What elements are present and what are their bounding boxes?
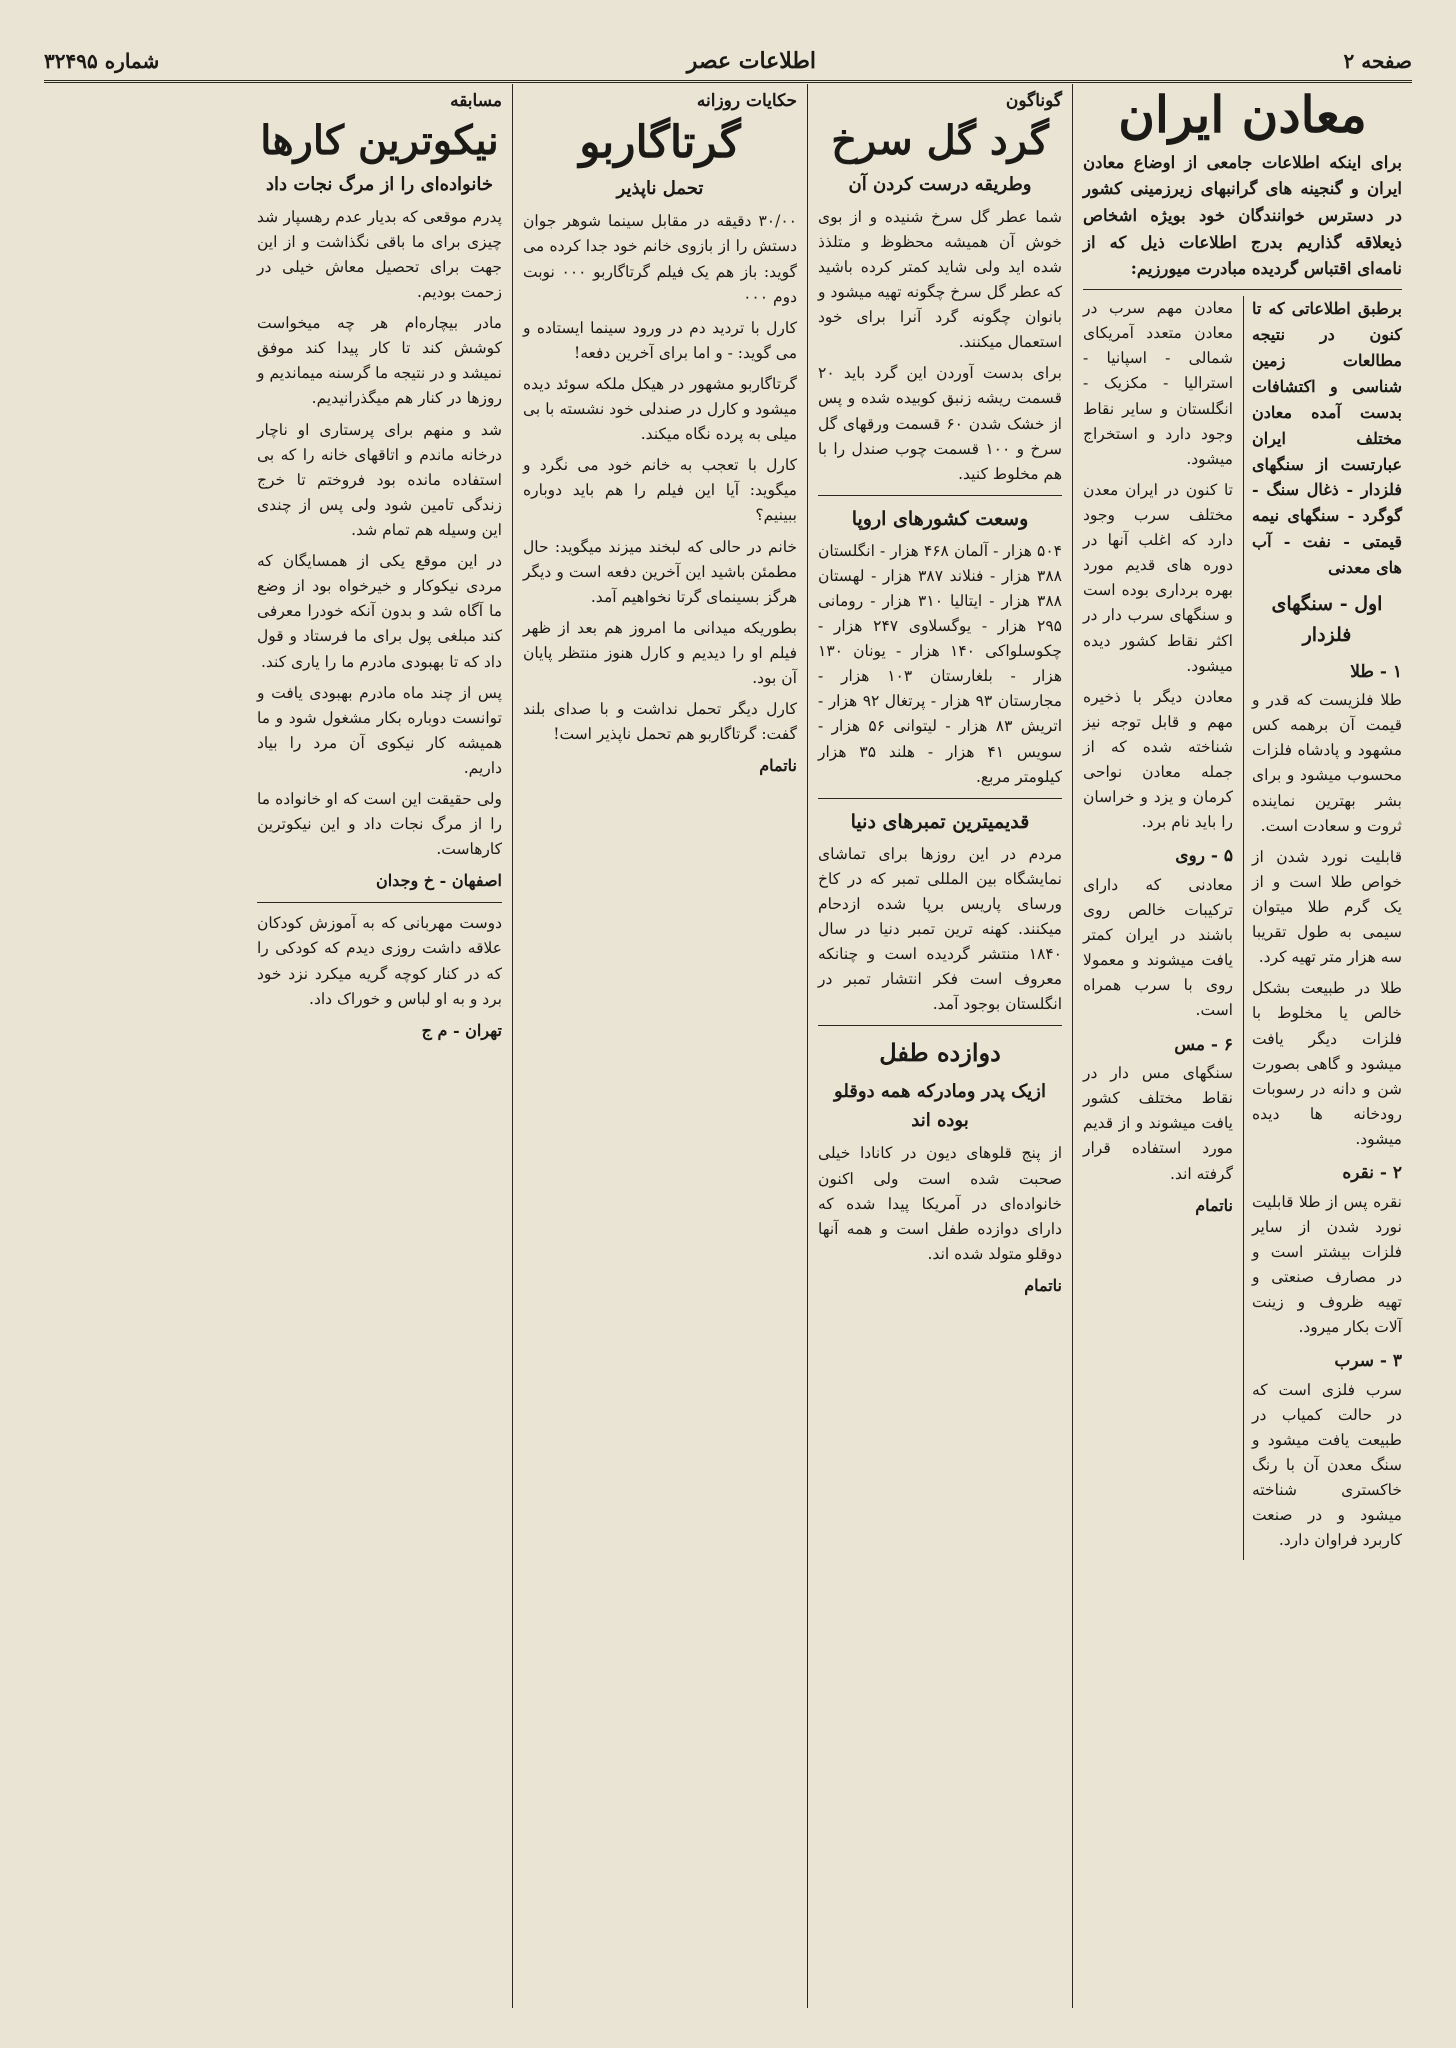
mines-intro: برای اینکه اطلاعات جامعی از اوضاع معادن ایران و گنجینه های گرانبهای زیرزمینی کشور در دسترس خوانندگان خود بوی‍ژه اشخاص ذیعلاقه گذاریم بدرج اطلاعات ذیل که از نامه‌ای اقتباس گردیده مبادرت میورزیم: — [1083, 150, 1402, 291]
article-best-deeds — [247, 84, 512, 2008]
twelve-p: از پنج قلوهای دیون در کانادا خیلی صحبت شده است ولی اکنون خانواده‌ای در آمریکا پیدا شده که دارای دوازده طفل است و همه آنها دوقلو متولد شده اند. — [818, 1144, 1062, 1263]
mines-p-silver: نقره پس از طلا قابلیت نورد شدن از سایر فلزات بیشتر است و در مصارف صنعتی و تهیه ظروف و زینت آلات بکار میرود. — [1252, 1192, 1402, 1337]
article-greta-garbo — [512, 84, 807, 2008]
stamps-heading: قدیمیترین تمبرهای دنیا — [850, 810, 1030, 833]
mines-body — [1083, 296, 1402, 1559]
garbo-p3: گرتاگاربو مشهور در هیکل ملکه سوئد دیده میشود و کارل در صندلی خود نشسته با بی میلی به پرده نگاه میکند. — [523, 374, 797, 444]
mines-body-right — [1243, 296, 1402, 1559]
mines-heading-lead: ۳ - سرب — [1334, 1351, 1402, 1372]
deeds-p4: در این موقع یکی از همسایگان که مردی نیکوکار و خیرخواه بود از وضع ما آگاه شد و بدون آنکه خودرا معرفی کند مبلغی پول برای ما فرستاد و قول داد که تا بهبودی مادرم ما را یاری کند. — [257, 552, 502, 671]
rose-kicker: گوناگون — [1005, 91, 1062, 111]
mines-p7: معادن دیگر با ذخیره مهم و قابل توجه نیز شناخته شده که از جمله معادن نواحی کرمان و یزد و خراسان را باید نام برد. — [1083, 687, 1233, 832]
mines-p6: تا کنون در ایران معدن مختلف سرب وجود دارد که اغلب آنها در دوره های قدیم مورد بهره برداری بوده است و سنگهای سرب دار در اکثر نقاط کشور دیده میشود. — [1083, 480, 1233, 675]
deeds-p1: پدرم موقعی که بدیار عدم رهسپار شد چیزی برای ما باقی نگذاشت و از این جهت برای تحصیل معاش خیلی در زحمت بودیم. — [257, 207, 502, 302]
garbo-p5: خانم در حالی که لبخند میزند میگوید: حال مطمئن باشید این آخرین دفعه است و دیگر هرگز بسینمای گرتا نخواهیم آمد. — [523, 537, 797, 606]
garbo-subtitle: تحمل ناپذیر — [616, 178, 704, 200]
rose-p2: برای بدست آوردن این گرد باید ۲۰ قسمت ریشه زنبق کوبیده شده و پس از خشک شدن ۶۰ قسمت ورقهای گل سرخ و ۱۰۰ قسمت چوب صندل را با هم مخلوط کنید. — [818, 364, 1062, 483]
masthead — [44, 48, 1412, 83]
mines-p2: طلا فلزیست که قدر و قیمت آن برهمه کس مشهود و پادشاه فلزات محسوب میشود و برای بشر بهترین نماینده ثروت و سعادت است. — [1252, 691, 1402, 835]
rose-continued: ناتمام — [1024, 1276, 1062, 1296]
mines-p-copper: سنگهای مس دار در نقاط مختلف کشور یافت میشوند و از قدیم مورد استفاده قرار گرفته اند. — [1083, 1064, 1233, 1183]
columns — [44, 84, 1412, 2008]
stamps-p: مردم در این روزها برای تماشای نمایشگاه بین المللی تمبر که در کاخ ورسای پاریس برپا شده ازدحام میکنند. کهنه ترین تمبر دنیا در سال ۱۸۴۰ منتشر گردیده است و چنانکه معروف است فکر انتشار تمبر در انگلستان بوجود آمد. — [818, 844, 1062, 1014]
mines-p5: معادن مهم سرب در معادن متعدد آمریکای شمالی - اسپانیا - استرالیا - مکزیک - انگلستان و سایر نقاط وجود دارد و استخراج میشود. — [1083, 299, 1233, 468]
twelve-subtitle: ازیک پدر ومادرکه همه دوقلو بوده اند — [834, 1081, 1046, 1132]
deeds-p3: شد و منهم برای پرستاری او ناچار درخانه ماندم و اتاقهای خانه را که بی استفاده مانده بود فروختم تا خرج زندگی تامین شود ولی پس از چندی این وسیله هم تمام شد. — [257, 420, 502, 539]
garbo-p6: بطوریکه میدانی ما امروز هم بعد از ظهر فیلم او را دیدیم و کارل هنوز منتظر پایان آن بود. — [523, 618, 797, 688]
deeds-p7: دوست مهربانی که به آموزش کودکان علاقه داشت روزی دیدم که کودکی را که در کنار کوچه گریه میکرد نزد خود برد و به او لباس و خوراک داد. — [257, 914, 502, 1008]
deeds-p5: پس از چند ماه مادرم بهبودی یافت و توانست دوباره بکار مشغول شود و ما همیشه کار نیکوی آن مرد را بیاد داریم. — [257, 683, 502, 777]
mines-p1: برطبق اطلاعاتی که تا کنون در نتیجه مطالعات زمین شناسی و اکتشافات بدست آمده معادن مختلف ایران عبارتست از سنگهای فلزدار - ذغال سنگ - گوگرد - سنگهای نیمه قیمتی - نفت - آب های معدنی — [1252, 299, 1402, 578]
europe-p: ۵۰۴ هزار - آلمان ۴۶۸ هزار - انگلستان ۳۸۸ هزار - فنلاند ۳۸۷ هزار - لهستان ۳۸۸ هزار - ایتالیا ۳۱۰ هزار - رومانی ۲۹۵ هزار - یوگسلاوی ۲۴۷ هزار - چکوسلواکی ۱۴۰ هزار - یونان ۱۳۰ هزار - بلغارستان ۱۰۳ هزار - مجارستان ۹۳ هزار - پرتغال ۹۲ هزار - اتریش ۸۳ هزار - لیتوانی ۵۶ هزار - سویس ۴۱ هزار - هلند ۳۵ هزار کیلومتر مربع. — [818, 541, 1063, 786]
rose-title: گرد گل سرخ — [831, 116, 1049, 164]
article-mines — [1072, 84, 1412, 2008]
garbo-p1: ۳۰/۰۰ دقیقه در مقابل سینما شوهر جوان دستش را از بازوی خانم خود جدا کرده می گوید: باز هم یک فیلم گرتاگاربو ۰۰۰ نوبت دوم ۰۰۰ — [523, 212, 797, 306]
garbo-title: گرتاگاربو — [579, 116, 741, 168]
deeds-signature-2: تهران - م ج — [421, 1020, 502, 1040]
mines-continued: ناتمام — [1195, 1195, 1233, 1215]
rose-p1: شما عطر گل سرخ شنیده و از بوی خوش آن همیشه محظوظ و متلذذ شده اید ولی شاید کمتر کرده باشید که عطر گل سرخ چگونه تهیه میشود و بانوان چگونه گرد آنرا برای خود استعمال میکنند. — [818, 207, 1062, 352]
garbo-kicker: حکایات روزانه — [696, 91, 797, 111]
mines-p3: قابلیت نورد شدن از خواص طلا است و از یک گرم طلا میتوان سیمی به طول تقریبا سه هزار متر تهیه کرد. — [1252, 847, 1402, 967]
deeds-signature-1: اصفهان - خ وجدان — [375, 871, 502, 891]
mines-p4: طلا در طبیعت بشکل خالص یا مخلوط با فلزات دیگر یافت میشود و گاهی بصورت شن و دانه در رسوبات رودخانه ها دیده میشود. — [1252, 979, 1402, 1148]
deeds-title: نیکوترین کارها — [260, 116, 499, 164]
europe-heading: وسعت کشورهای اروپا — [851, 507, 1029, 530]
divider — [818, 1025, 1062, 1026]
deeds-kicker: مسابقه — [450, 91, 502, 111]
divider — [257, 902, 502, 903]
rose-subtitle: وطریقه درست کردن آن — [848, 173, 1032, 195]
divider — [818, 798, 1062, 799]
mines-heading-metals: اول - سنگهای فلزدار — [1271, 593, 1383, 646]
mines-heading-copper: ۶ - مس — [1174, 1034, 1233, 1055]
garbo-continued: ناتمام — [759, 756, 797, 776]
mines-p-zinc: معادنی که دارای ترکیبات خالص روی باشند در ایران کمتر یافت میشوند و معمولا روی با سرب همراه است. — [1083, 875, 1233, 1020]
garbo-p2: کارل با تردید دم در ورود سینما ایستاده و می گوید: - و اما برای آخرین دفعه! — [523, 318, 797, 362]
mines-body-left — [1083, 296, 1233, 1559]
mines-heading-zinc: ۵ - روی — [1175, 846, 1233, 867]
mines-heading-gold: ۱ - طلا — [1350, 661, 1402, 682]
deeds-p6: ولی حقیقت این است که او خانواده ما را از مرگ نجات داد و این نیکوترین کارهاست. — [257, 790, 502, 859]
deeds-subtitle: خانواده‌ای را از مرگ نجات داد — [266, 173, 493, 195]
article-rose-powder — [807, 84, 1072, 2008]
twelve-heading: دوازده طفل — [879, 1038, 1001, 1068]
paper-name: اطلاعات عصر — [686, 48, 817, 74]
mines-heading-silver: ۲ - نقره — [1342, 1163, 1402, 1184]
divider — [818, 495, 1062, 496]
deeds-p2: مادر بیچاره‌ام هر چه میخواست کوشش کند تا کار پیدا کند موفق نمیشد و در نتیجه ما گرسنه میماندیم و روزها در کنار هم میگذرانیدیم. — [257, 314, 502, 408]
page-number: صفحه ۲ — [1343, 49, 1412, 73]
mines-p-lead: سرب فلزی است که در حالت کمیاب در طبیعت یافت میشود و سنگ معدن آن با رنگ خاکستری شناخته میشود و در صنعت کاربرد فراوان دارد. — [1252, 1380, 1402, 1550]
issue-number: شماره ۳۲۴۹۵ — [44, 49, 160, 73]
mines-title: معادن ایران — [1118, 85, 1367, 144]
garbo-p4: کارل با تعجب به خانم خود می نگرد و میگوید: آیا این فیلم را هم باید دوباره ببینیم؟ — [523, 456, 797, 525]
garbo-p7: کارل دیگر تحمل نداشت و با صدای بلند گفت: گرتاگاربو هم تحمل ناپذیر است! — [523, 700, 797, 744]
